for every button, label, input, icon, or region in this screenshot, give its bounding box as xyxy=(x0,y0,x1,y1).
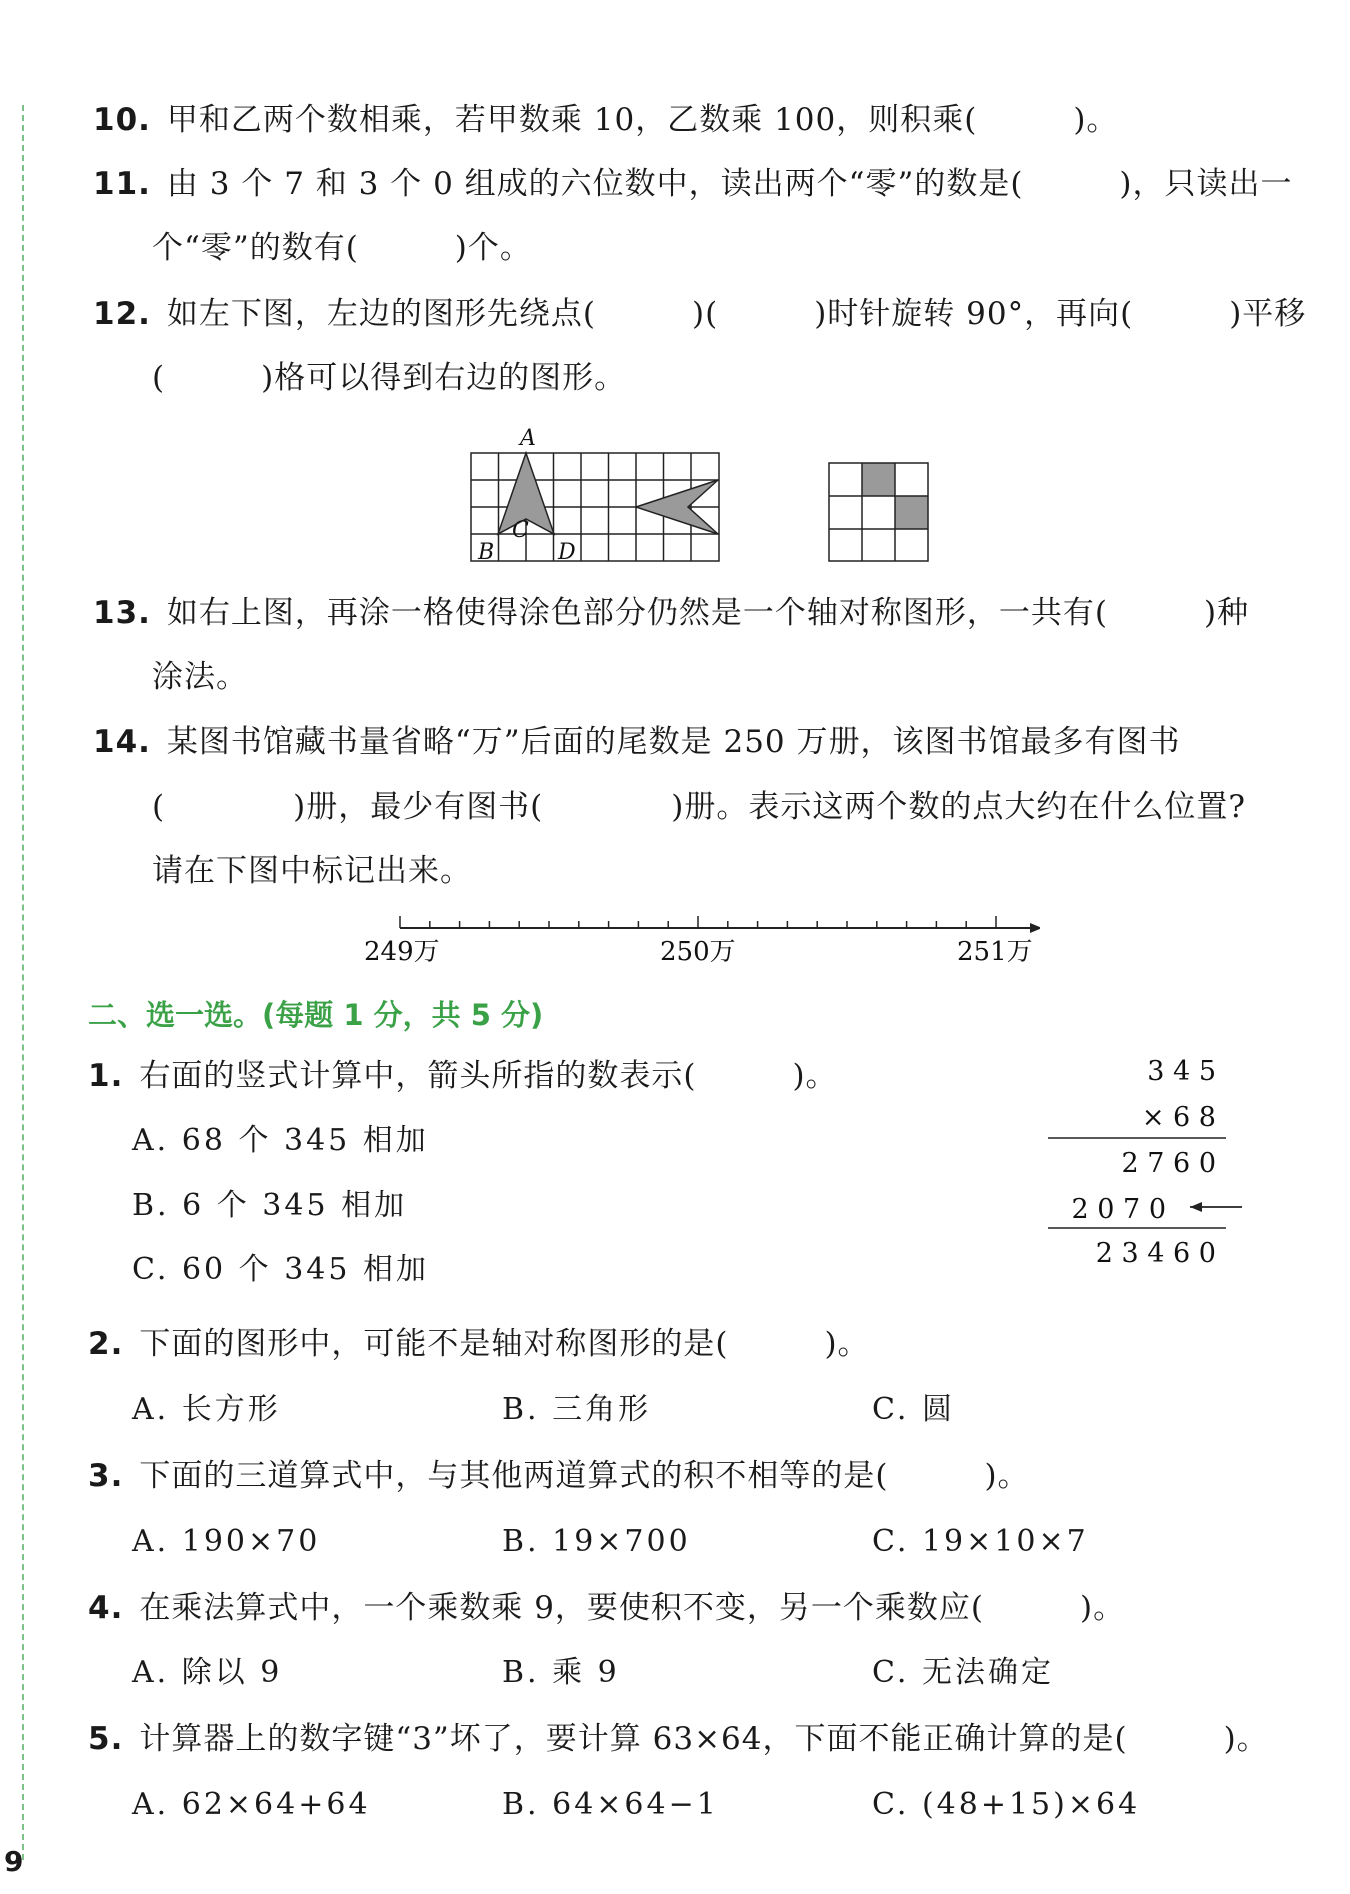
choice-question-3 xyxy=(88,1456,1030,1496)
option-c: C. 无法确定 xyxy=(872,1655,1054,1690)
choice-question-2 xyxy=(88,1324,870,1364)
question-text: 某图书馆藏书量省略“万”后面的尾数是 250 万册，该图书馆最多有图书 xyxy=(166,724,1181,760)
option-c: C. 圆 xyxy=(872,1392,955,1427)
option-b: B. 6 个 345 相加 xyxy=(132,1188,408,1223)
final-product: 2 3 4 6 0 xyxy=(1095,1238,1216,1269)
option-a: A. 62×64+64 xyxy=(132,1787,371,1822)
question-text: 在乘法算式中，一个乘数乘 9，要使积不变，另一个乘数应( )。 xyxy=(139,1590,1126,1626)
question-14-line2: ( )册，最少有图书( )册。表示这两个数的点大约在什么位置? xyxy=(152,789,1246,825)
option-b: B. 乘 9 xyxy=(502,1655,620,1690)
pointer-arrow-head xyxy=(1190,1202,1202,1212)
question-10 xyxy=(93,100,1118,140)
label-a: A xyxy=(520,426,536,451)
number-line-label-251: 251万 xyxy=(957,937,1033,967)
question-text: 如左下图，左边的图形先绕点( )( )时针旋转 90°，再向( )平移 xyxy=(166,296,1307,332)
vertical-multiplication xyxy=(1030,1040,1260,1270)
partial-product-1: 2 7 6 0 xyxy=(1121,1148,1216,1179)
number-line-arrow xyxy=(1030,923,1040,933)
shaded-cell xyxy=(895,496,928,529)
question-14-line3: 请在下图中标记出来。 xyxy=(152,853,472,889)
question-11-continued: 个“零”的数有( )个。 xyxy=(152,230,532,266)
multiplier: × 6 8 xyxy=(1141,1102,1216,1133)
question-number: 12. xyxy=(93,296,151,332)
question-text: 右面的竖式计算中，箭头所指的数表示( )。 xyxy=(139,1058,838,1094)
option-a: A. 长方形 xyxy=(132,1392,281,1427)
question-12 xyxy=(93,294,1306,334)
option-c: C. 60 个 345 相加 xyxy=(132,1252,429,1287)
question-number: 5. xyxy=(88,1721,124,1757)
question-12-continued: ( )格可以得到右边的图形。 xyxy=(152,360,627,396)
option-c: C. 19×10×7 xyxy=(872,1524,1089,1559)
number-line-label-249: 249万 xyxy=(364,937,440,967)
question-number: 2. xyxy=(88,1326,124,1362)
label-c: C xyxy=(512,518,529,543)
page-number: 9 xyxy=(4,1845,24,1878)
option-a: A. 除以 9 xyxy=(132,1655,283,1690)
choice-question-1 xyxy=(88,1056,838,1096)
question-13-continued: 涂法。 xyxy=(152,659,248,695)
right-grid xyxy=(829,463,928,561)
question-text: 下面的三道算式中，与其他两道算式的积不相等的是( )。 xyxy=(139,1458,1030,1494)
question-14 xyxy=(93,722,1181,762)
number-line-label-250: 250万 xyxy=(660,937,736,967)
question-text: 由 3 个 7 和 3 个 0 组成的六位数中，读出两个“零”的数是( )，只读出一 xyxy=(166,166,1293,202)
section-title: 二、选一选。(每题 1 分，共 5 分) xyxy=(88,998,544,1032)
label-d: D xyxy=(558,540,576,565)
label-b: B xyxy=(478,540,495,565)
question-number: 1. xyxy=(88,1058,124,1094)
question-number: 13. xyxy=(93,595,151,631)
question-number: 4. xyxy=(88,1590,124,1626)
binding-margin-line xyxy=(22,105,24,1860)
partial-product-2: 2 0 7 0 xyxy=(1071,1194,1166,1225)
question-text: 计算器上的数字键“3”坏了，要计算 63×64，下面不能正确计算的是( )。 xyxy=(139,1721,1269,1757)
option-b: B. 64×64−1 xyxy=(502,1787,719,1822)
question-text: 下面的图形中，可能不是轴对称图形的是( )。 xyxy=(139,1326,870,1362)
option-c: C. (48+15)×64 xyxy=(872,1787,1141,1822)
question-number: 11. xyxy=(93,166,151,202)
choice-question-5 xyxy=(88,1719,1269,1759)
choice-question-4 xyxy=(88,1588,1125,1628)
multiplicand: 3 4 5 xyxy=(1147,1056,1216,1087)
question-text: 甲和乙两个数相乘，若甲数乘 10，乙数乘 100，则积乘( )。 xyxy=(166,102,1119,138)
option-a: A. 68 个 345 相加 xyxy=(132,1123,429,1158)
shaded-cell xyxy=(862,463,895,496)
question-number: 14. xyxy=(93,724,151,760)
question-11 xyxy=(93,164,1293,204)
question-text: 如右上图，再涂一格使得涂色部分仍然是一个轴对称图形，一共有( )种 xyxy=(166,595,1250,631)
rotation-grid-figures xyxy=(440,415,960,565)
question-number: 3. xyxy=(88,1458,124,1494)
option-b: B. 三角形 xyxy=(502,1392,652,1427)
number-line xyxy=(360,910,1040,970)
question-number: 10. xyxy=(93,102,151,138)
question-13 xyxy=(93,593,1249,633)
option-b: B. 19×700 xyxy=(502,1524,691,1559)
option-a: A. 190×70 xyxy=(132,1524,321,1559)
